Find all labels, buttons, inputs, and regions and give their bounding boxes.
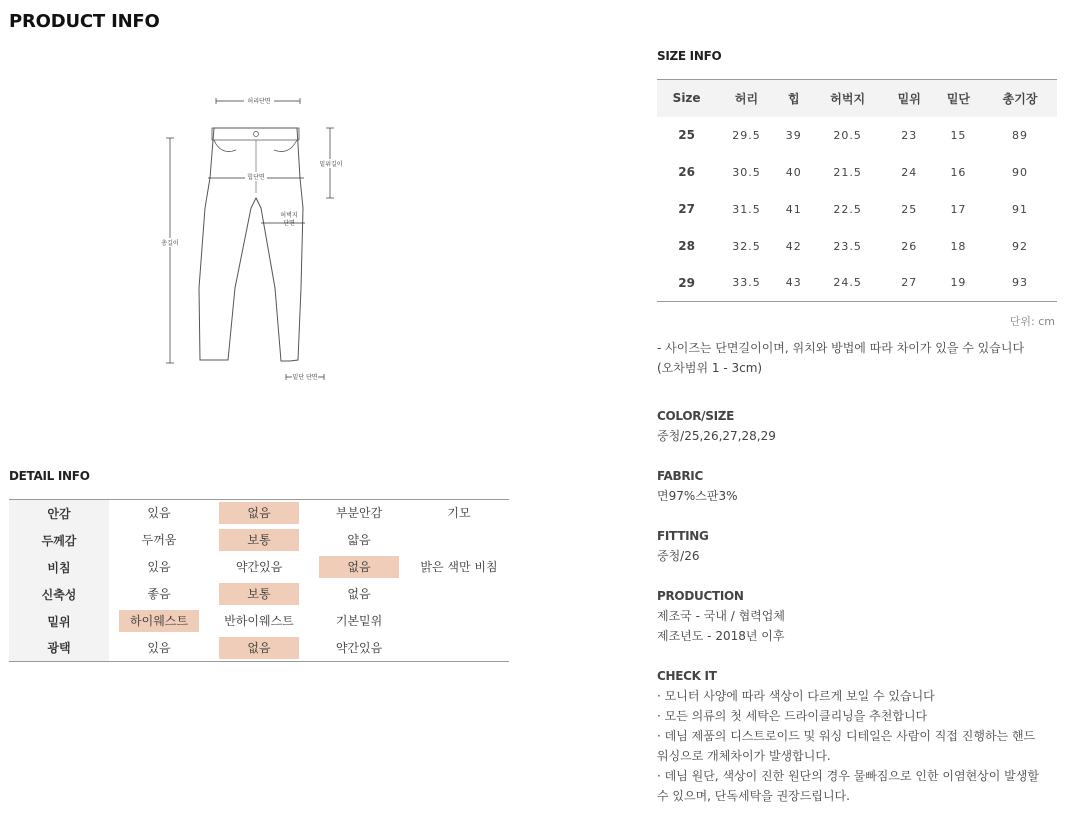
size-cell: 29.5 — [732, 128, 761, 142]
detail-row — [9, 554, 509, 581]
thigh-label-2: 단면 — [283, 220, 295, 227]
info-block-color-size — [657, 406, 1062, 446]
length-label: 총길이 — [161, 240, 179, 247]
detail-row-header: 안감 — [9, 500, 109, 527]
size-cell: 25 — [901, 202, 918, 216]
info-block-line: · 모든 의류의 첫 세탁은 드라이클리닝을 추천합니다 — [657, 709, 928, 723]
size-cell: 90 — [1012, 165, 1029, 179]
detail-row — [9, 608, 509, 635]
pants-size-diagram — [150, 88, 360, 388]
pants-illustration — [150, 88, 360, 388]
detail-option-cell — [209, 608, 309, 635]
detail-option: 부분안감 — [335, 506, 383, 521]
size-note-line-2: (오차범위 1 - 3cm) — [657, 361, 763, 375]
detail-option-cell — [409, 581, 509, 608]
detail-option: 얇음 — [347, 533, 371, 547]
size-column-header: 밑단 — [934, 80, 983, 117]
detail-info-label: DETAIL INFO — [9, 469, 90, 483]
rise-label: 밑위길이 — [319, 161, 343, 168]
detail-option-cell — [109, 554, 209, 581]
size-cell-size: 28 — [678, 239, 695, 253]
unit-label: 단위: cm — [1009, 315, 1055, 328]
info-block-title: FABRIC — [657, 469, 703, 483]
info-block-check-it — [657, 666, 1062, 806]
detail-option: 있음 — [147, 640, 171, 655]
detail-option: 기모 — [447, 506, 471, 521]
detail-option-cell — [209, 554, 309, 581]
size-cell: 24 — [901, 165, 918, 179]
size-column-header: 총기장 — [983, 80, 1057, 117]
detail-option: 반하이웨스트 — [224, 614, 294, 628]
size-column-header: 밑위 — [885, 80, 934, 117]
hem-label: 밑단 단면 — [292, 374, 318, 381]
size-cell: 42 — [785, 239, 802, 253]
info-block-fabric — [657, 466, 1062, 506]
info-block-line: 중청/26 — [657, 549, 700, 563]
detail-option-selected: 보통 — [219, 583, 299, 605]
detail-option-selected: 없음 — [319, 556, 399, 578]
detail-option: 두꺼움 — [141, 533, 177, 547]
detail-option-cell — [409, 500, 509, 527]
size-cell: 89 — [1012, 128, 1029, 142]
size-row — [657, 117, 1057, 154]
size-note — [657, 338, 1062, 378]
size-row — [657, 191, 1057, 228]
size-cell-size: 27 — [678, 202, 695, 216]
detail-row-header: 밑위 — [9, 608, 109, 635]
size-cell-size: 26 — [678, 165, 695, 179]
detail-option-cell — [309, 500, 409, 527]
detail-option-cell — [309, 554, 409, 581]
info-block-line: 제조국 - 국내 / 협력업체 — [657, 609, 785, 623]
detail-option-cell — [109, 635, 209, 662]
size-cell: 15 — [950, 128, 967, 142]
size-cell: 32.5 — [732, 239, 761, 253]
detail-row — [9, 500, 509, 527]
size-cell: 26 — [901, 239, 918, 253]
detail-row-header: 광택 — [9, 635, 109, 662]
size-cell: 41 — [785, 202, 802, 216]
detail-option: 있음 — [147, 560, 171, 574]
info-block-production — [657, 586, 1062, 646]
page-title: PRODUCT INFO — [9, 11, 160, 32]
info-block-line: 중청/25,26,27,28,29 — [657, 429, 776, 443]
detail-option: 있음 — [147, 506, 171, 521]
size-column-header: 힙 — [777, 80, 811, 117]
detail-option-cell — [409, 608, 509, 635]
info-block-line: 면97%스판3% — [657, 489, 738, 503]
detail-row — [9, 635, 509, 662]
hip-label: 힙단면 — [247, 174, 265, 181]
size-cell: 23 — [901, 128, 918, 142]
detail-row-header: 비침 — [9, 554, 109, 581]
detail-option-selected: 하이웨스트 — [119, 610, 199, 632]
detail-info-table — [9, 499, 509, 662]
info-block-line: 제조년도 - 2018년 이후 — [657, 629, 785, 643]
size-cell: 33.5 — [732, 276, 761, 290]
info-block-fitting — [657, 526, 1062, 566]
size-cell: 17 — [950, 202, 967, 216]
size-column-header: 허벅지 — [811, 80, 885, 117]
size-cell: 40 — [785, 165, 802, 179]
detail-option-cell — [409, 554, 509, 581]
detail-row — [9, 581, 509, 608]
detail-option-cell — [109, 527, 209, 554]
info-block-title: FITTING — [657, 529, 709, 543]
detail-option-cell — [209, 527, 309, 554]
thigh-label-1: 허벅지 — [280, 212, 298, 219]
size-cell: 27 — [901, 276, 918, 290]
detail-option-cell — [309, 581, 409, 608]
detail-option-cell — [109, 581, 209, 608]
info-block-title: CHECK IT — [657, 669, 717, 683]
size-cell-size: 25 — [678, 128, 695, 142]
size-cell: 21.5 — [833, 165, 862, 179]
detail-option-cell — [409, 527, 509, 554]
detail-option-cell — [209, 635, 309, 662]
size-info-label: SIZE INFO — [657, 49, 722, 63]
info-block-title: COLOR/SIZE — [657, 409, 735, 423]
size-column-header: 허리 — [716, 80, 777, 117]
size-cell: 91 — [1012, 202, 1029, 216]
detail-option-cell — [209, 581, 309, 608]
waist-label: 허리단면 — [247, 98, 271, 105]
detail-option: 약간있음 — [335, 640, 383, 655]
detail-option-cell — [209, 500, 309, 527]
size-cell: 39 — [785, 128, 802, 142]
size-cell: 92 — [1012, 239, 1029, 253]
size-cell: 24.5 — [833, 276, 862, 290]
detail-row-header: 두께감 — [9, 527, 109, 554]
detail-option-cell — [409, 635, 509, 662]
size-cell: 30.5 — [732, 165, 761, 179]
detail-option-cell — [309, 608, 409, 635]
detail-option: 없음 — [347, 587, 371, 601]
size-cell: 43 — [785, 276, 802, 290]
size-cell: 31.5 — [732, 202, 761, 216]
info-block-line: 수 있으며, 단독세탁을 권장드립니다. — [657, 789, 850, 803]
detail-option-cell — [109, 608, 209, 635]
info-block-line: 워싱으로 개체차이가 발생합니다. — [657, 749, 831, 763]
size-cell-size: 29 — [678, 275, 695, 290]
info-block-line: · 모니터 사양에 따라 색상이 다르게 보일 수 있습니다 — [657, 689, 935, 703]
size-cell: 22.5 — [833, 202, 862, 216]
info-block-title: PRODUCTION — [657, 589, 744, 603]
size-row — [657, 228, 1057, 265]
detail-option-cell — [309, 527, 409, 554]
detail-option: 좋음 — [147, 587, 171, 601]
size-cell: 93 — [1012, 276, 1029, 290]
detail-option: 약간있음 — [235, 560, 283, 574]
size-row — [657, 154, 1057, 191]
size-info-table — [657, 79, 1057, 302]
info-block-line: · 데님 원단, 색상이 진한 원단의 경우 물빠짐으로 인한 이염현상이 발생할 — [657, 769, 1039, 783]
detail-row — [9, 527, 509, 554]
detail-option: 기본밑위 — [335, 614, 383, 628]
size-cell: 16 — [950, 165, 967, 179]
size-row — [657, 265, 1057, 302]
size-cell: 23.5 — [833, 239, 862, 253]
detail-option-cell — [309, 635, 409, 662]
size-note-line-1: - 사이즈는 단면길이이며, 위치와 방법에 따라 차이가 있을 수 있습니다 — [657, 341, 1025, 355]
detail-option-selected: 없음 — [219, 637, 299, 659]
size-cell: 19 — [950, 276, 967, 290]
size-cell: 20.5 — [833, 128, 862, 142]
size-column-header: Size — [657, 80, 716, 117]
size-cell: 18 — [950, 239, 967, 253]
detail-option-selected: 없음 — [219, 502, 299, 524]
info-block-line: · 데님 제품의 디스트로이드 및 워싱 디테일은 사람이 직접 진행하는 핸드 — [657, 729, 1036, 743]
detail-row-header: 신축성 — [9, 581, 109, 608]
detail-option: 밝은 색만 비침 — [420, 560, 498, 574]
detail-option-cell — [109, 500, 209, 527]
detail-option-selected: 보통 — [219, 529, 299, 551]
size-header-row — [657, 80, 1057, 117]
